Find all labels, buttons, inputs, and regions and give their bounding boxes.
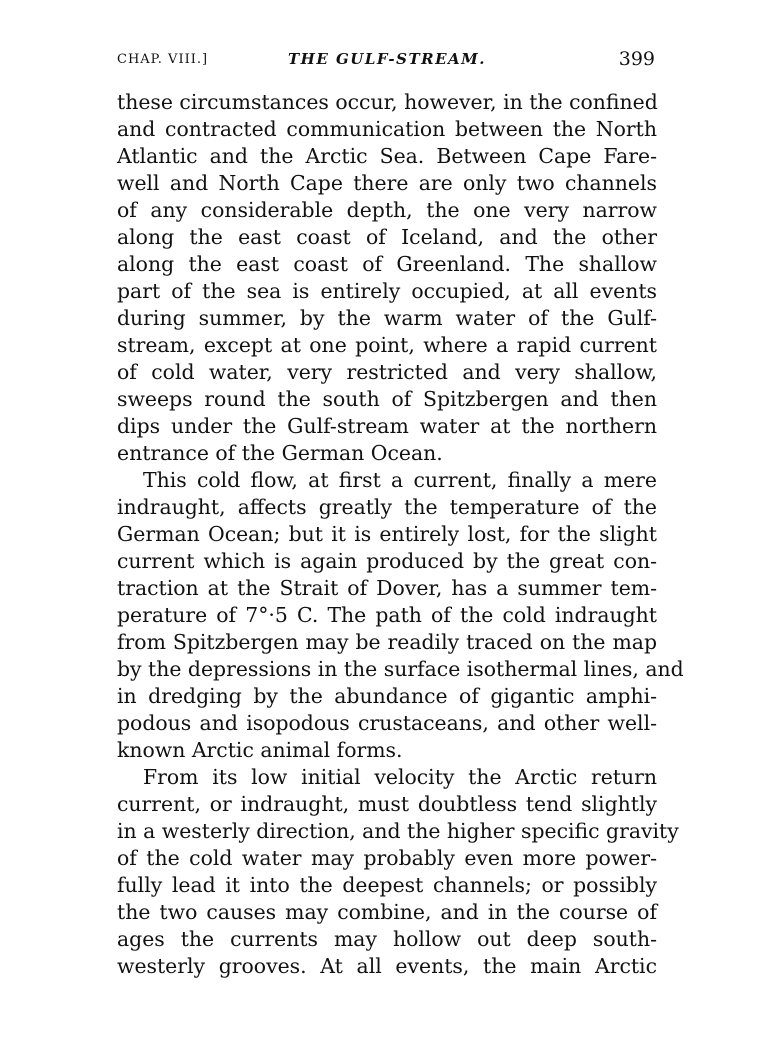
text-line: current, or indraught, must doubtless tend slightly <box>117 792 657 816</box>
text-line: these circumstances occur, however, in the confined <box>117 90 658 114</box>
body-text <box>117 89 684 980</box>
text-line: and contracted communication between the North <box>117 117 657 141</box>
text-line: of cold water, very restricted and very shallow, <box>117 360 657 384</box>
page-number: 399 <box>618 48 655 70</box>
text-line: by the depressions in the surface isothermal lines, and <box>117 657 684 681</box>
text-line: from Spitzbergen may be readily traced on the map <box>117 630 657 654</box>
text-line: perature of 7°·5 C. The path of the cold indraught <box>117 603 657 627</box>
text-line: German Ocean; but it is entirely lost, for the slight <box>117 522 657 546</box>
text-line: westerly grooves. At all events, the main Arctic <box>117 954 657 978</box>
text-line: dips under the Gulf-stream water at the northern <box>117 414 657 438</box>
text-line: part of the sea is entirely occupied, at all events <box>117 279 657 303</box>
running-header <box>117 44 657 74</box>
text-line: along the east coast of Iceland, and the other <box>117 225 657 249</box>
text-line: entrance of the German Ocean. <box>117 441 443 465</box>
text-line: sweeps round the south of Spitzbergen and then <box>117 387 657 411</box>
text-line: ages the currents may hollow out deep south- <box>117 927 657 951</box>
text-line: the two causes may combine, and in the course of <box>117 900 657 924</box>
text-line: in a westerly direction, and the higher specific gravity <box>117 819 679 843</box>
running-title: THE GULF-STREAM. <box>288 50 486 68</box>
text-line: podous and isopodous crustaceans, and other well- <box>117 711 657 735</box>
text-line: in dredging by the abundance of gigantic amphi- <box>117 684 657 708</box>
text-line: current which is again produced by the great con- <box>117 549 657 573</box>
text-line: along the east coast of Greenland. The shallow <box>117 252 657 276</box>
text-line: From its low initial velocity the Arctic return <box>143 765 657 789</box>
text-line: well and North Cape there are only two channels <box>117 171 657 195</box>
text-line: of the cold water may probably even more power- <box>117 846 657 870</box>
text-line: fully lead it into the deepest channels; or possibly <box>117 873 657 897</box>
text-line: traction at the Strait of Dover, has a summer tem- <box>117 576 657 600</box>
text-line: stream, except at one point, where a rapid current <box>117 333 657 357</box>
text-line: during summer, by the warm water of the Gulf- <box>117 306 657 330</box>
text-line: known Arctic animal forms. <box>117 738 403 762</box>
text-line: indraught, affects greatly the temperature of the <box>117 495 657 519</box>
text-line: This cold flow, at first a current, finally a mere <box>143 468 657 492</box>
text-line: of any considerable depth, the one very narrow <box>117 198 657 222</box>
text-line: Atlantic and the Arctic Sea. Between Cape Fare- <box>117 144 657 168</box>
chapter-reference: CHAP. VIII.] <box>117 52 209 67</box>
